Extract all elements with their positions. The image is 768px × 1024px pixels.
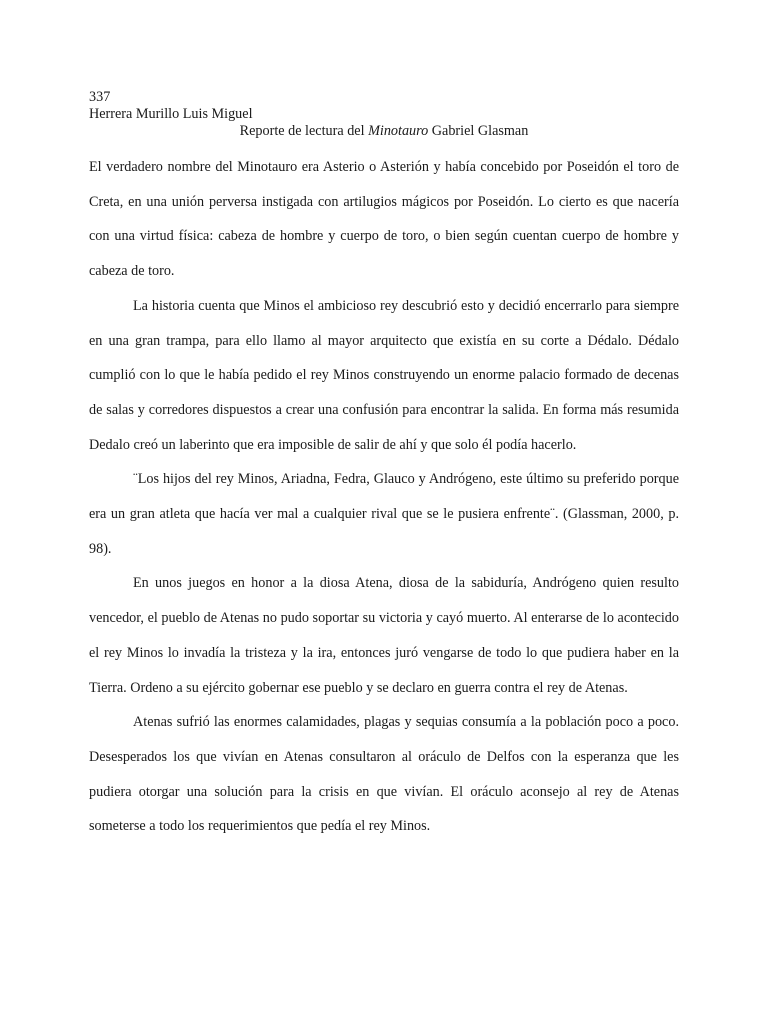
paragraph-5: Atenas sufrió las enormes calamidades, plagas y sequias consumía a la población poco a poco. Desesperados los que vivían en Atenas consultaron al oráculo de Delfos con la esperanza que les pudiera otorgar una solución para la crisis en que vivían. El oráculo aconsejo al rey de Atenas someterse a todo los requerimientos que pedía el rey Minos. <box>89 714 679 835</box>
quote-paragraph: ¨Los hijos del rey Minos, Ariadna, Fedra, Glauco y Andrógeno, este último su preferido porque era un gran atleta que hacía ver mal a cualquier rival que se le pusiera enfrente¨. (Glassman, 2000, p. 98). <box>89 471 679 557</box>
page-number: 337 <box>89 89 111 105</box>
title-suffix: Gabriel Glasman <box>428 123 529 139</box>
paragraph-4: En unos juegos en honor a la diosa Atena, diosa de la sabiduría, Andrógeno quien resulto vencedor, el pueblo de Atenas no pudo soportar su victoria y cayó muerto. Al enterarse de lo acontecido el rey Minos lo invadía la tristeza y la ira, entonces juró vengarse de todo lo que pudiera haber en la Tierra. Ordeno a su ejército gobernar ese pueblo y se declaro en guerra contra el rey de Atenas. <box>89 575 679 696</box>
title-book: Minotauro <box>368 123 429 139</box>
paragraph-1: El verdadero nombre del Minotauro era Asterio o Asterión y había concebido por Poseidón el toro de Creta, en una unión perversa instigada con artilugios mágicos por Poseidón. Lo cierto es que nacería con una virtud física: cabeza de hombre y cuerpo de toro, o bien según cuentan cuerpo de hombre y cabeza de toro. <box>89 159 679 280</box>
report-body <box>89 150 679 844</box>
report-title <box>0 123 768 139</box>
paragraph-2: La historia cuenta que Minos el ambicioso rey descubrió esto y decidió encerrarlo para siempre en una gran trampa, para ello llamo al mayor arquitecto que existía en su corte a Dédalo. Dédalo cumplió con lo que le había pedido el rey Minos construyendo un enorme palacio formado de decenas de salas y corredores dispuestos a crear una confusión para encontrar la salida. En forma más resumida Dedalo creó un laberinto que era imposible de salir de ahí y que solo él podía hacerlo. <box>89 297 679 453</box>
author-name: Herrera Murillo Luis Miguel <box>89 106 253 122</box>
title-prefix: Reporte de lectura del <box>239 123 369 139</box>
